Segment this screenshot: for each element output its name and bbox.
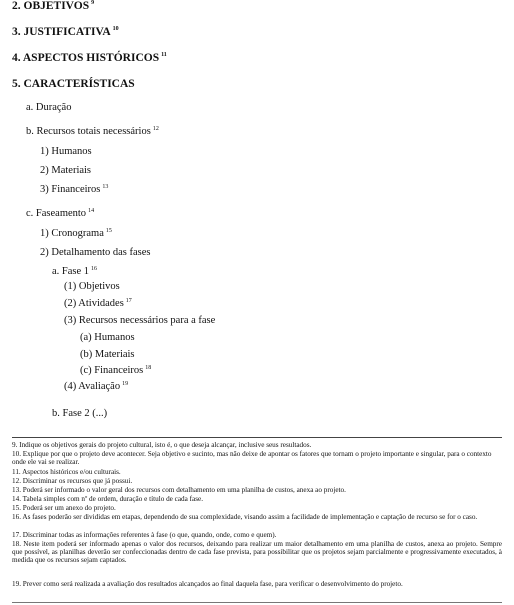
outline-item-fase-2: b. Fase 2 (...): [52, 408, 108, 419]
outline-item-financeiros: 3) Financeiros $^{13}$: [40, 183, 109, 195]
outline-item-objetivos: (1) Objetivos: [64, 281, 120, 292]
outline-item-fase-materiais: (b) Materiais: [80, 349, 135, 360]
footnote-17: 17. Discriminar todas as informações referentes à fase (o que, quando, onde, como e quem).: [12, 531, 277, 539]
outline-item-detalhamento-fases: 2) Detalhamento das fases: [40, 247, 151, 258]
outline-item-avaliacao: (4) Avaliação $^{19}$: [64, 380, 129, 392]
footnote-ref: 17: [125, 297, 132, 304]
footnote-14: 14. Tabela simples com nº de ordem, duração e título de cada fase.: [12, 495, 203, 503]
footnote-11: 11. Aspectos históricos e/ou culturais.: [12, 468, 121, 476]
outline-item-fase-1: a. Fase 1 $^{16}$: [52, 265, 98, 277]
footnote-15: 15. Poderá ser um anexo do projeto.: [12, 504, 116, 512]
outline-item-cronograma: 1) Cronograma $^{15}$: [40, 227, 112, 239]
outline-item-recursos-totais: b. Recursos totais necessários $^{12}$: [26, 125, 159, 137]
footnote-10: 10. Explique por que o projeto deve acontecer. Seja objetivo e sucinto, mas não deixe de apontar os fatores que tornam o projeto importante e singular, para o contexto onde ele vai se realizar.: [12, 450, 492, 467]
footnote-16: 16. As fases poderão ser divididas em etapas, dependendo de sua complexidade, visando assim a facilidade de implementação e captação de recurso se for o caso.: [12, 513, 478, 521]
footnote-18: 18. Neste item poderá ser informado apenas o valor dos recursos, deixando para realizar um maior detalhamento em uma planilha de custos, anexa ao projeto. Sempre que possível, as planilhas deverão ser confeccionadas dentro de cada fase prevista, para possibilitar que os projetos sejam parcialmente e progressivamente executados, à medida que os recursos sejam captados.: [12, 540, 502, 565]
footnote-ref: 18: [145, 364, 152, 371]
outline-item-fase-humanos: (a) Humanos: [80, 332, 135, 343]
section-heading-caracteristicas: 5. CARACTERÍSTICAS: [12, 78, 135, 90]
outline-item-recursos-fase: (3) Recursos necessários para a fase: [64, 315, 216, 326]
outline-item-atividades: (2) Atividades $^{17}$: [64, 297, 132, 309]
footnote-13: 13. Poderá ser informado o valor geral dos recursos com detalhamento em uma planilha de custos, anexa ao projeto.: [12, 486, 346, 494]
outline-item-humanos: 1) Humanos: [40, 146, 92, 157]
section-heading-justificativa: 3. JUSTIFICATIVA $^{10}$: [12, 26, 119, 38]
footnote-ref: 13: [102, 183, 109, 190]
outline-item-duracao: a. Duração: [26, 102, 72, 113]
footnote-ref: 10: [112, 26, 119, 33]
footnote-ref: 16: [91, 265, 98, 272]
footnote-ref: 12: [152, 125, 159, 132]
footnote-19: 19. Prever como será realizada a avaliação dos resultados alcançados ao final daquela fase, para verificar o desenvolvimento do projeto.: [12, 580, 403, 588]
outline-item-fase-financeiros: (c) Financeiros $^{18}$: [80, 364, 152, 376]
outline-item-materiais: 2) Materiais: [40, 165, 92, 176]
footnote-ref: 14: [88, 207, 95, 214]
footnote-ref: 15: [105, 227, 112, 234]
outline-item-faseamento: c. Faseamento $^{14}$: [26, 207, 95, 219]
footnote-separator: [12, 437, 502, 438]
footnote-ref: 11: [161, 52, 167, 59]
section-heading-objetivos: 2. OBJETIVOS $^9$: [12, 0, 95, 12]
bottom-rule: [12, 602, 502, 603]
footnote-ref: 9: [91, 0, 95, 7]
footnote-9: 9. Indique os objetivos gerais do projeto cultural, isto é, o que deseja alcançar, inclusive seus resultados.: [12, 441, 312, 449]
footnote-12: 12. Discriminar os recursos que já possui.: [12, 477, 133, 485]
footnote-ref: 19: [122, 380, 129, 387]
section-heading-aspectos-historicos: 4. ASPECTOS HISTÓRICOS $^{11}$: [12, 52, 167, 64]
